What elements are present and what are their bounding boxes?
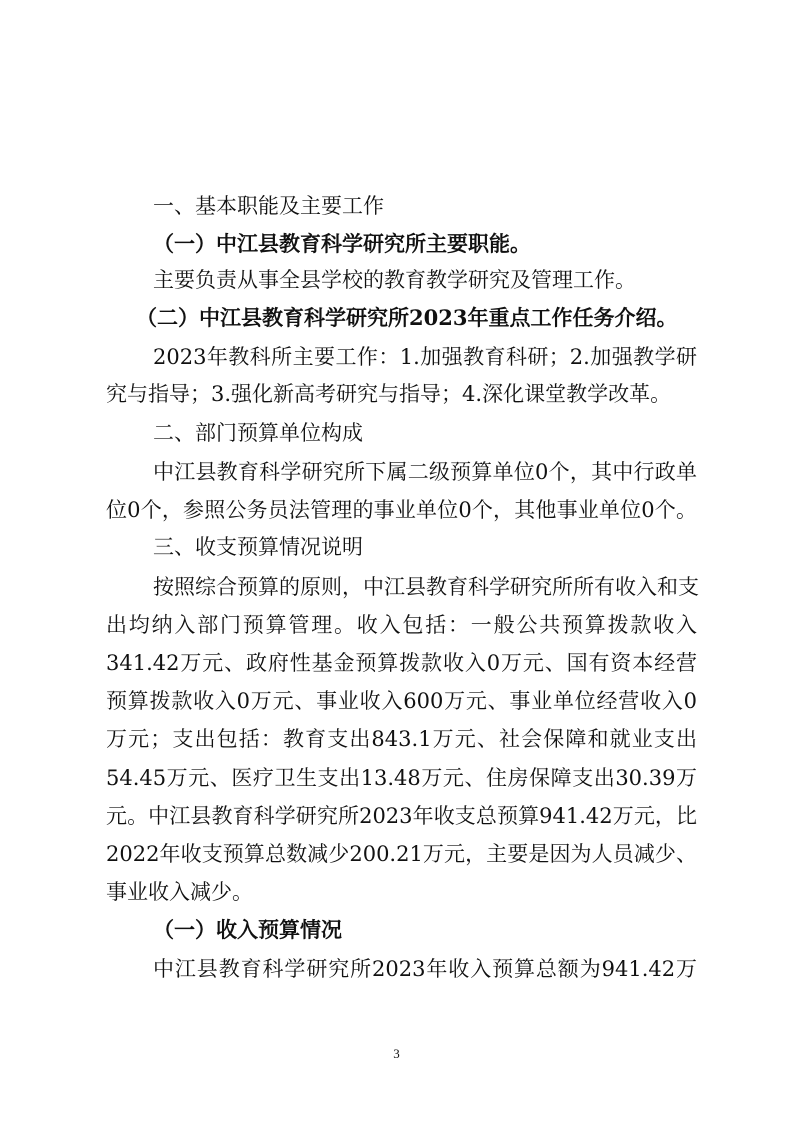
paragraph-budget-line-2: 出均纳入部门预算管理。收入包括：一般公共预算拨款收入 [106, 613, 697, 637]
heading-revenue-expenditure: 三、收支预算情况说明 [153, 535, 363, 559]
paragraph-budget-line-9: 事业收入减少。 [106, 880, 253, 904]
page-number: 3 [393, 1046, 400, 1061]
subheading-key-tasks: （二）中江县教育科学研究所2023年重点工作任务介绍。 [136, 305, 678, 330]
paragraph-budget-line-7: 元。中江县教育科学研究所2023年收支总预算941.42万元，比 [106, 804, 697, 828]
paragraph-budget-line-6: 54.45万元、医疗卫生支出13.48万元、住房保障支出30.39万 [106, 766, 697, 790]
subheading-main-functions: （一）中江县教育科学研究所主要职能。 [153, 231, 531, 256]
paragraph-budget-units-line-1: 中江县教育科学研究所下属二级预算单位0个，其中行政单 [153, 460, 697, 484]
heading-basic-functions: 一、基本职能及主要工作 [153, 194, 384, 218]
paragraph-main-functions: 主要负责从事全县学校的教育教学研究及管理工作。 [153, 268, 636, 292]
paragraph-budget-line-3: 341.42万元、政府性基金预算拨款收入0万元、国有资本经营 [106, 651, 697, 675]
paragraph-budget-line-8: 2022年收支预算总数减少200.21万元，主要是因为人员减少、 [106, 842, 697, 866]
paragraph-budget-line-1: 按照综合预算的原则，中江县教育科学研究所所有收入和支 [153, 575, 699, 599]
heading-budget-units: 二、部门预算单位构成 [153, 421, 363, 445]
paragraph-key-tasks-line-2: 究与指导；3.强化新高考研究与指导；4.深化课堂教学改革。 [106, 382, 672, 406]
paragraph-key-tasks-line-1: 2023年教科所主要工作：1.加强教育科研；2.加强教学研 [153, 345, 697, 369]
subheading-revenue-budget: （一）收入预算情况 [153, 917, 342, 942]
paragraph-revenue-budget-line-1: 中江县教育科学研究所2023年收入预算总额为941.42万 [153, 957, 697, 981]
paragraph-budget-line-5: 万元；支出包括：教育支出843.1万元、社会保障和就业支出 [106, 727, 697, 751]
paragraph-budget-line-4: 预算拨款收入0万元、事业收入600万元、事业单位经营收入0 [106, 689, 697, 713]
paragraph-budget-units-line-2: 位0个，参照公务员法管理的事业单位0个，其他事业单位0个。 [106, 498, 697, 522]
